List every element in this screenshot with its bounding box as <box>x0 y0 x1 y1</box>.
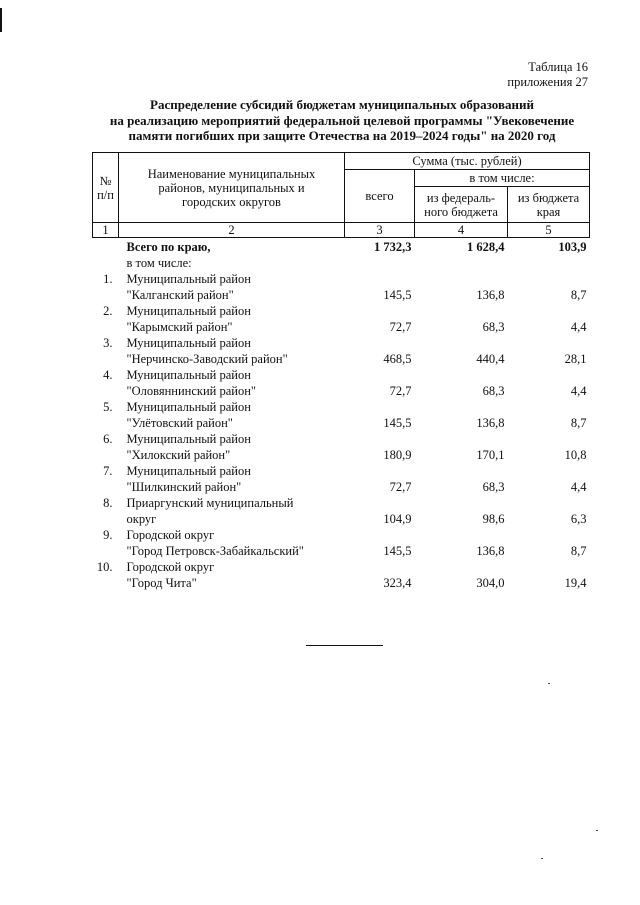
scan-speck <box>541 858 543 859</box>
including-row <box>93 254 590 270</box>
table-row-values <box>93 446 590 462</box>
table-row <box>93 302 590 318</box>
row-number: 10. <box>96 560 113 574</box>
row-federal: 68,3 <box>482 320 505 334</box>
index-cell: 2 <box>119 223 345 238</box>
row-total: 104,9 <box>383 512 412 526</box>
row-name-line1: Муниципальный район <box>126 400 251 414</box>
row-name-line1: Муниципальный район <box>126 432 251 446</box>
table-row <box>93 462 590 478</box>
table-row-values <box>93 510 590 526</box>
row-total: 145,5 <box>383 416 412 430</box>
subsidy-table <box>92 152 590 590</box>
including-label: в том числе: <box>126 256 192 270</box>
row-name-line2: "Оловяннинский район" <box>126 384 257 398</box>
table-row-values <box>93 382 590 398</box>
row-federal: 136,8 <box>476 288 505 302</box>
table-row-values <box>93 478 590 494</box>
row-federal: 136,8 <box>476 544 505 558</box>
header-index-row <box>93 223 590 238</box>
row-federal: 136,8 <box>476 416 505 430</box>
row-number: 6. <box>103 432 113 446</box>
table-row <box>93 366 590 382</box>
row-regional: 8,7 <box>570 288 587 302</box>
row-regional: 19,4 <box>564 576 587 590</box>
table-row <box>93 270 590 286</box>
row-total: 72,7 <box>389 320 412 334</box>
row-name-line2: "Город Петровск-Забайкальский" <box>126 544 304 558</box>
row-regional: 8,7 <box>570 416 587 430</box>
row-number: 1. <box>103 272 113 286</box>
row-number: 5. <box>103 400 113 414</box>
total-row <box>93 238 590 255</box>
title-line-3: памяти погибших при защите Отечества на 2019–2024 годы" на 2020 год <box>128 128 556 143</box>
row-name-line2: "Шилкинский район" <box>126 480 242 494</box>
total-label: Всего по краю, <box>126 240 211 254</box>
row-regional: 8,7 <box>570 544 587 558</box>
row-number: 3. <box>103 336 113 350</box>
row-regional: 4,4 <box>570 480 587 494</box>
table-row <box>93 558 590 574</box>
row-name-line1: Городской округ <box>126 528 215 542</box>
row-name-line2: "Калганский район" <box>126 288 234 302</box>
table-row-values <box>93 286 590 302</box>
title-line-2: на реализацию мероприятий федеральной целевой программы "Увековечение <box>109 112 575 128</box>
header-no: № п/п <box>93 153 119 223</box>
table-row-values <box>93 542 590 558</box>
scan-speck <box>548 683 550 684</box>
closing-rule <box>306 645 383 646</box>
row-name-line2: "Город Чита" <box>126 576 197 590</box>
header-name: Наименование муниципальных районов, муниципальных и городских округов <box>119 153 345 223</box>
table-row <box>93 430 590 446</box>
header-including: в том числе: <box>415 170 590 187</box>
row-name-line2: "Нерчинско-Заводский район" <box>126 352 288 366</box>
total-federal: 1 628,4 <box>467 240 505 254</box>
row-federal: 98,6 <box>482 512 505 526</box>
row-number: 4. <box>103 368 113 382</box>
header-total: всего <box>345 170 415 223</box>
index-cell: 4 <box>415 223 508 238</box>
table-row <box>93 526 590 542</box>
row-name-line2: "Улётовский район" <box>126 416 233 430</box>
row-name-line1: Муниципальный район <box>126 304 251 318</box>
index-cell: 1 <box>93 223 119 238</box>
row-federal: 304,0 <box>476 576 505 590</box>
scan-speck <box>596 830 598 831</box>
title-line-1: Распределение субсидий бюджетам муниципальных образований <box>150 97 534 112</box>
index-cell: 5 <box>508 223 590 238</box>
row-number: 8. <box>103 496 113 510</box>
table-row-values <box>93 574 590 590</box>
total-regional: 103,9 <box>558 240 587 254</box>
table-header <box>93 153 590 238</box>
row-total: 323,4 <box>383 576 412 590</box>
row-federal: 170,1 <box>476 448 505 462</box>
row-name-line2: округ <box>126 512 157 526</box>
document-title <box>92 97 592 144</box>
row-federal: 440,4 <box>476 352 505 366</box>
row-total: 145,5 <box>383 288 412 302</box>
row-regional: 10,8 <box>564 448 587 462</box>
header-federal: из федераль- ного бюджета <box>415 187 508 223</box>
table-body <box>93 238 590 591</box>
table-row <box>93 398 590 414</box>
row-total: 145,5 <box>383 544 412 558</box>
row-number: 9. <box>103 528 113 542</box>
row-name-line1: Муниципальный район <box>126 368 251 382</box>
row-name-line2: "Карымский район" <box>126 320 233 334</box>
row-regional: 4,4 <box>570 384 587 398</box>
appendix-reference: приложения 27 <box>507 75 588 89</box>
row-total: 180,9 <box>383 448 412 462</box>
row-total: 72,7 <box>389 384 412 398</box>
row-number: 2. <box>103 304 113 318</box>
row-name-line2: "Хилокский район" <box>126 448 231 462</box>
table-row-values <box>93 350 590 366</box>
row-regional: 6,3 <box>570 512 587 526</box>
scan-edge-mark <box>0 8 2 32</box>
table-row-values <box>93 318 590 334</box>
header-sum: Сумма (тыс. рублей) <box>345 153 590 170</box>
table-row-values <box>93 414 590 430</box>
header-regional: из бюджета края <box>508 187 590 223</box>
row-name-line1: Городской округ <box>126 560 215 574</box>
row-number: 7. <box>103 464 113 478</box>
row-name-line1: Приаргунский муниципальный <box>126 496 294 510</box>
table-reference <box>507 60 588 90</box>
row-federal: 68,3 <box>482 480 505 494</box>
table-number: Таблица 16 <box>528 60 588 74</box>
total-sum: 1 732,3 <box>374 240 412 254</box>
row-name-line1: Муниципальный район <box>126 272 251 286</box>
row-total: 468,5 <box>383 352 412 366</box>
row-name-line1: Муниципальный район <box>126 464 251 478</box>
row-regional: 28,1 <box>564 352 587 366</box>
row-name-line1: Муниципальный район <box>126 336 251 350</box>
row-federal: 68,3 <box>482 384 505 398</box>
table-row <box>93 334 590 350</box>
row-regional: 4,4 <box>570 320 587 334</box>
row-total: 72,7 <box>389 480 412 494</box>
table-row <box>93 494 590 510</box>
index-cell: 3 <box>345 223 415 238</box>
